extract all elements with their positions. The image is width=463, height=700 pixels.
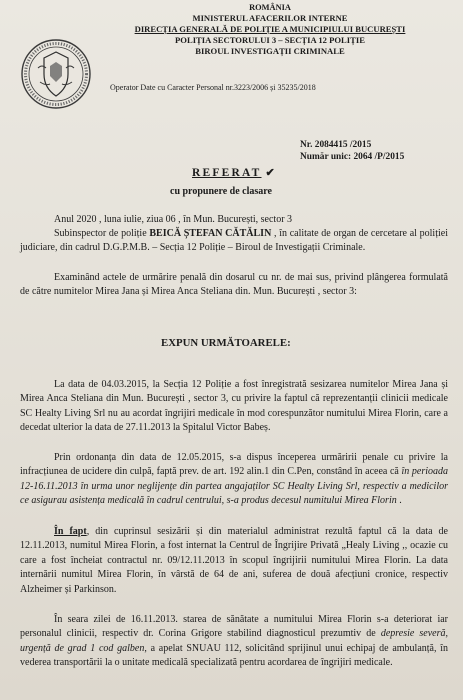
registration-nr: Nr. 2084415 /2015 xyxy=(300,140,372,150)
officer-prefix: Subinspector de poliție xyxy=(54,228,150,239)
ordinance-text: Prin ordonanța din data de 12.05.2015, s-a dispus începerea urmăririi penale cu privire la infracțiunea de ucidere din culpă, faptă prev. de art. 192 alin.1 din C.Pen, constând în aceea că xyxy=(20,452,448,478)
officer-name: BEICĂ ȘTEFAN CĂTĂLIN xyxy=(149,228,272,239)
document-title xyxy=(192,166,275,179)
header-police: POLIȚIA SECTORULUI 3 – SECȚIA 12 POLIȚIE xyxy=(175,35,365,45)
checkmark-icon: ✔ xyxy=(265,167,275,179)
police-seal-icon xyxy=(20,38,92,110)
paragraph-date: Anul 2020 , luna iulie, ziua 06 , în Mun. București, sector 3 xyxy=(54,214,293,225)
evening-text: În seara zilei de 16.11.2013. starea de sănătate a numitului Mirea Florin s-a deteriorat iar personalul clinicii, respectiv dr. Corina Grigore stabilind diagnosticul prezumtiv de xyxy=(20,614,448,640)
header-bureau: BIROUL INVESTIGAȚII CRIMINALE xyxy=(195,46,345,56)
header-ministry: MINISTERUL AFACERILOR INTERNE xyxy=(192,13,348,23)
paragraph-officer xyxy=(20,227,448,256)
section-heading: EXPUN URMĂTOARELE: xyxy=(161,337,291,349)
officer-rest: , în calitate de organ de cercetare al poliției judiciare, din cadrul D.G.P.M.B. – Secția 12 Poliție – Biroul de Investigații Criminale. xyxy=(20,228,448,254)
letterhead xyxy=(100,2,440,57)
operator-line: Operator Date cu Caracter Personal nr.3223/2006 și 35235/2018 xyxy=(110,83,316,92)
header-direction: DIRECȚIA GENERALĂ DE POLIȚIE A MUNICIPIULUI BUCUREȘTI xyxy=(134,24,406,34)
facts-text: , din cuprinsul sesizării și din materialul administrat rezultă faptul că la data de 12.11.2013, numitul Mirea Florin, a fost internat la Centrul de Îngrijire Privată „Healy Living ,, ocazie cu care a fost încheiat contractul nr. 09/12.11.2013 în scopul îngrijirii numitului Mirea Florin. La data internării numitul Mirea Florin, în vârstă de 64 de ani, suferea de două afecțiuni cronice, respectiv Alzheimer și Parkinson. xyxy=(20,526,448,595)
ordinance-end: . xyxy=(396,495,402,507)
paragraph-evening xyxy=(20,613,448,671)
title-text: REFERAT xyxy=(192,167,262,179)
paragraph-examination: Examinând actele de urmărire penală din dosarul cu nr. de mai sus, privind plângerea formulată de către numitelor Mirea Jana și Mirea Anca Steliana din. Mun. București , sector 3: xyxy=(20,272,448,298)
paragraph-complaint: La data de 04.03.2015, la Secția 12 Poliție a fost înregistrată sesizarea numitelor Mirea Jana și Mirea Anca Steliana din Mun. București , sector 3, cu privire la faptul că reprezentanții clinicii medicale SC Healty Living Srl nu au acordat îngrijiri medicale în mod corespunzător numitului Mirea Florin, care a decedat ulterior la data de 27.11.2013 la Spitalul Victor Babeș. xyxy=(20,379,448,434)
paragraph-facts xyxy=(20,525,448,597)
registration-numbers xyxy=(300,139,404,163)
unique-number: Număr unic: 2064 /P/2015 xyxy=(300,152,405,162)
evening-italic: depresie severă, urgență de grad 1 cod galben xyxy=(20,628,449,654)
header-country: ROMÂNIA xyxy=(249,3,291,12)
facts-lead: În fapt xyxy=(54,526,87,537)
paragraph-ordinance xyxy=(20,451,448,509)
evening-rest: , a apelat SNUAU 112, solicitând sprijinul unui echipaj de ambulanță, în vederea transportării la o unitate medicală specializată pentru acordarea de îngrijiri medicale. xyxy=(20,642,448,669)
document-subtitle: cu propunere de clasare xyxy=(170,186,272,197)
ordinance-italic: în perioada 12-16.11.2013 în urma unor neglijențe din partea angajaților SC Healty Living Srl, respectiv a medicilor ce asigurau asistența medicală în cadrul centrului, s-a produs decesul numitului Mirea Florin xyxy=(20,466,448,507)
